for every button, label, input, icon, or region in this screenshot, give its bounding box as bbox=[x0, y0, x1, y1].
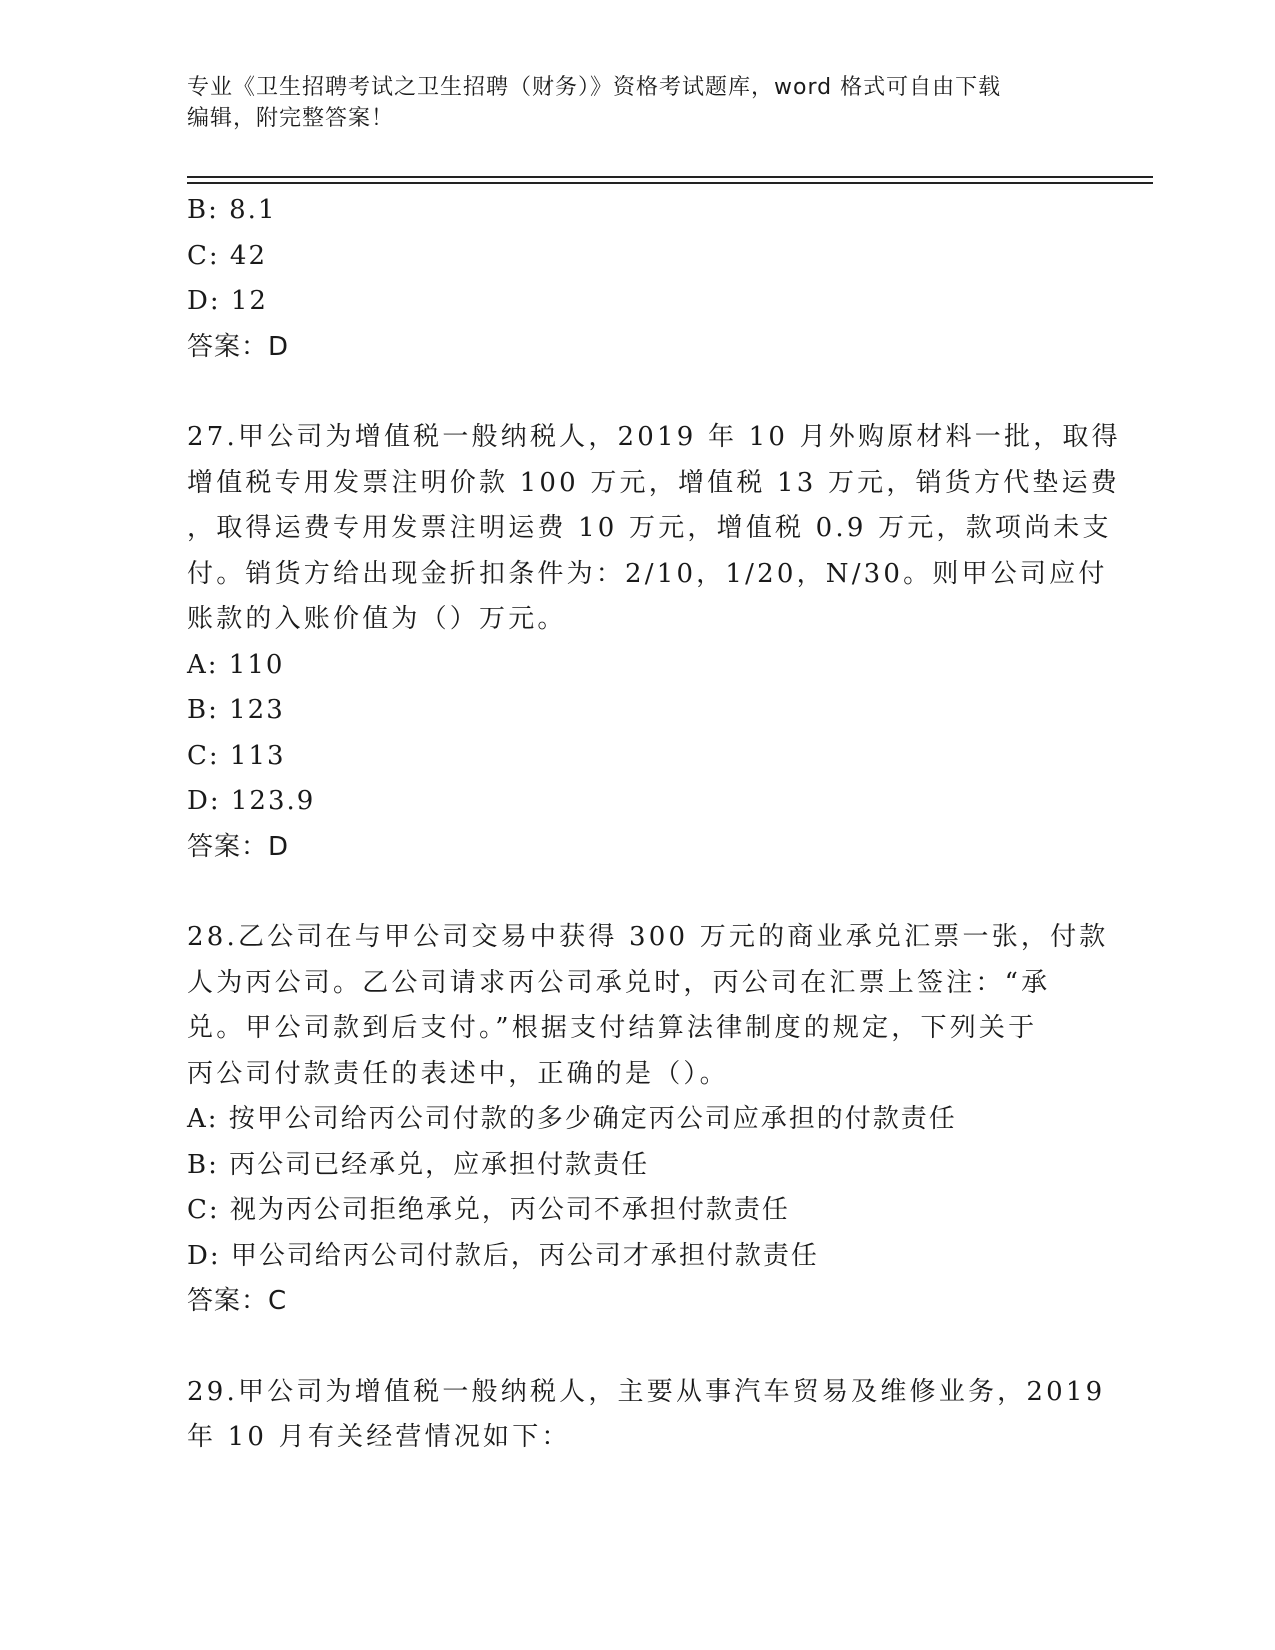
option-c: C: 视为丙公司拒绝承兑，丙公司不承担付款责任 bbox=[187, 1195, 790, 1225]
question-text-line: 付。销货方给出现金折扣条件为：2/10，1/20，N/30。则甲公司应付 bbox=[187, 558, 1108, 589]
question-text-line: 人为丙公司。乙公司请求丙公司承兑时，丙公司在汇票上签注：“承 bbox=[187, 967, 1051, 998]
answer: 答案：D bbox=[187, 331, 290, 362]
option-b: B: 丙公司已经承兑，应承担付款责任 bbox=[187, 1149, 650, 1180]
document-body bbox=[187, 188, 1121, 1461]
question-text-line: 兑。甲公司款到后支付。”根据支付结算法律制度的规定，下列关于 bbox=[187, 1013, 1038, 1043]
answer: 答案：D bbox=[187, 831, 290, 862]
header-line-1: 专业《卫生招聘考试之卫生招聘（财务）》资格考试题库，word 格式可自由下载 bbox=[187, 75, 1002, 100]
question-text-line: 年 10 月有关经营情况如下： bbox=[187, 1422, 571, 1452]
option-a: A: 按甲公司给丙公司付款的多少确定丙公司应承担的付款责任 bbox=[187, 1104, 957, 1134]
option-b: B: 8.1 bbox=[187, 195, 277, 225]
question-text-line: ，取得运费专用发票注明运费 10 万元，增值税 0.9 万元，款项尚未支 bbox=[187, 513, 1112, 543]
question-27 bbox=[187, 415, 1121, 870]
question-29 bbox=[187, 1370, 1106, 1461]
header-divider-top bbox=[187, 176, 1153, 178]
header-line-2: 编辑，附完整答案！ bbox=[187, 106, 395, 131]
spacer bbox=[187, 870, 1087, 915]
header-divider-bottom bbox=[187, 182, 1153, 184]
option-d: D: 123.9 bbox=[187, 786, 316, 816]
question-28 bbox=[187, 915, 1109, 1325]
question-text-line: 增值税专用发票注明价款 100 万元，增值税 13 万元，销货方代垫运费 bbox=[187, 467, 1120, 498]
answer: 答案：C bbox=[187, 1286, 288, 1316]
option-b: B: 123 bbox=[187, 695, 285, 725]
question-text-line: 账款的入账价值为（）万元。 bbox=[187, 604, 567, 634]
spacer bbox=[187, 370, 1087, 415]
spacer bbox=[187, 1325, 1087, 1370]
option-c: C: 42 bbox=[187, 240, 268, 271]
option-d: D: 甲公司给丙公司付款后，丙公司才承担付款责任 bbox=[187, 1240, 819, 1271]
question-text-line: 27.甲公司为增值税一般纳税人，2019 年 10 月外购原材料一批，取得 bbox=[187, 422, 1121, 452]
previous-question-tail bbox=[187, 188, 1087, 370]
option-d: D: 12 bbox=[187, 286, 268, 316]
question-text-line: 29.甲公司为增值税一般纳税人，主要从事汽车贸易及维修业务，2019 bbox=[187, 1376, 1106, 1407]
document-header bbox=[187, 72, 1087, 134]
option-a: A: 110 bbox=[187, 649, 285, 680]
question-text-line: 28.乙公司在与甲公司交易中获得 300 万元的商业承兑汇票一张，付款 bbox=[187, 922, 1109, 952]
question-text-line: 丙公司付款责任的表述中，正确的是（）。 bbox=[187, 1058, 729, 1089]
option-c: C: 113 bbox=[187, 740, 286, 771]
